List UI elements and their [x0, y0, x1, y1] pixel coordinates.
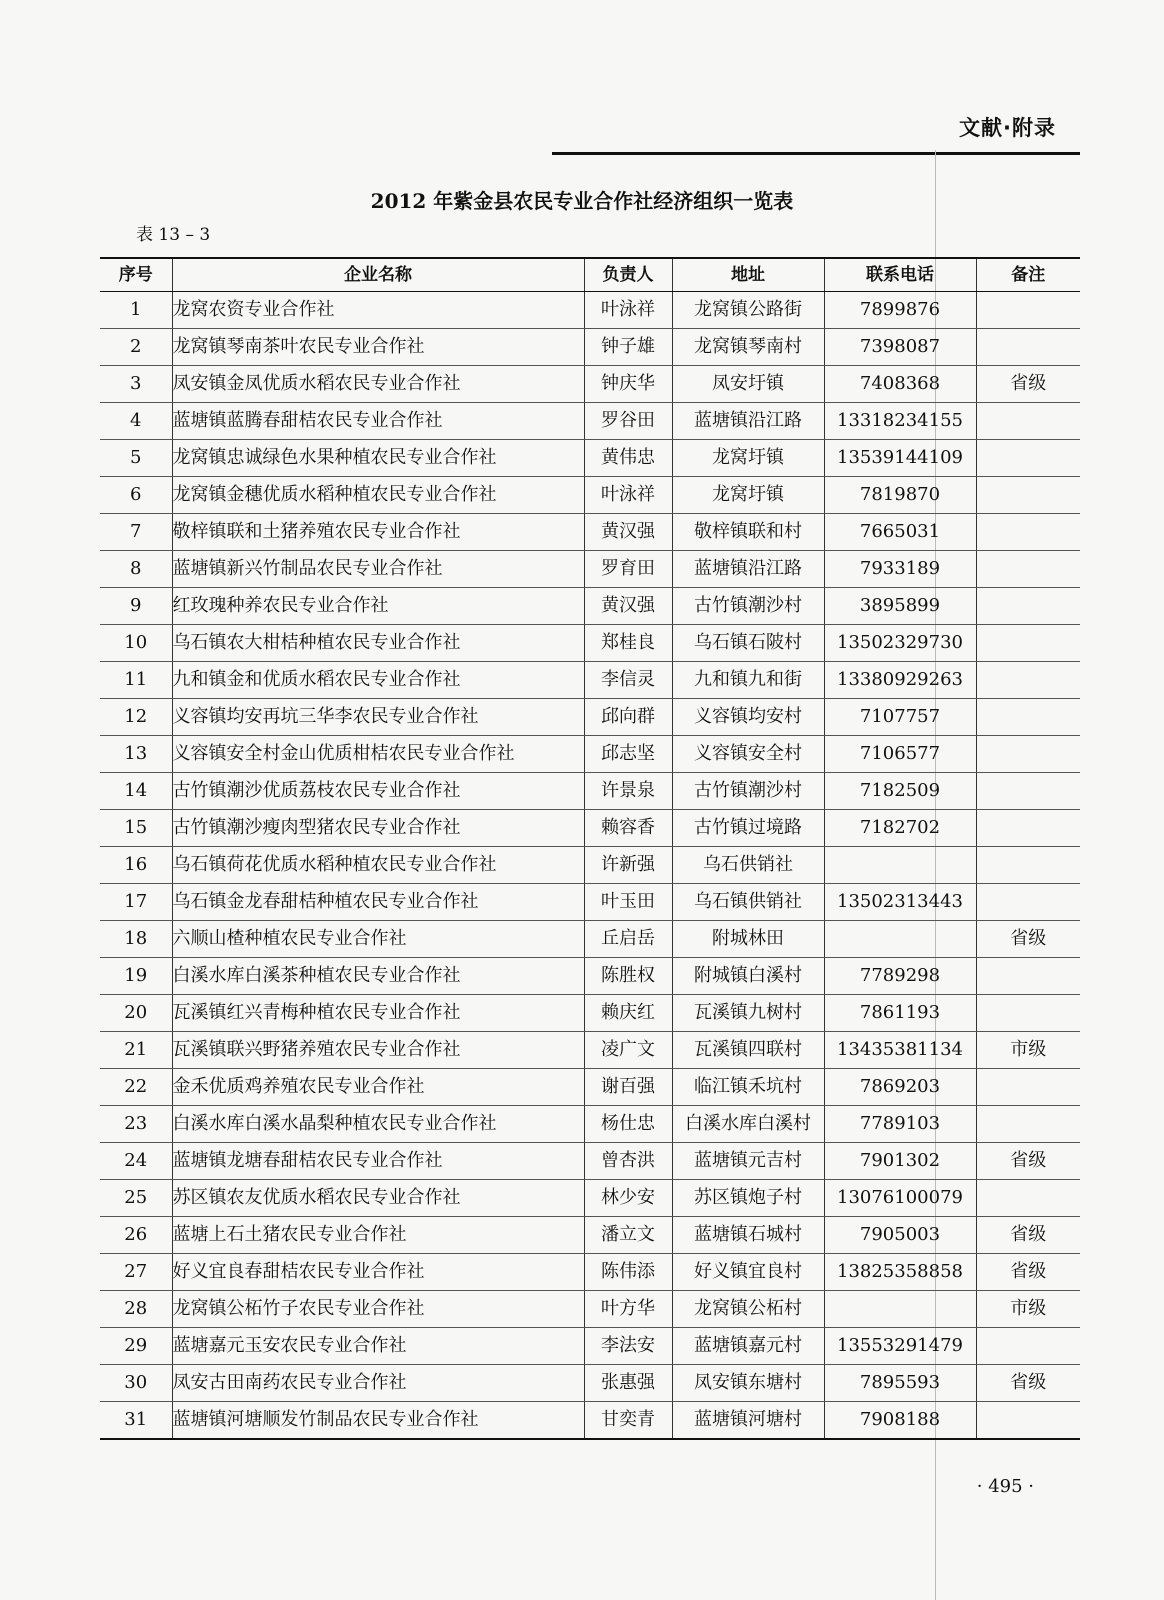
cell-enterprise-name: 蓝塘上石土猪农民专业合作社 [172, 1217, 584, 1254]
cell-enterprise-name: 蓝塘镇蓝腾春甜桔农民专业合作社 [172, 403, 584, 440]
table-row [100, 1365, 1080, 1402]
cell-no: 17 [100, 884, 172, 921]
cell-address: 龙窝圩镇 [672, 477, 824, 514]
cell-note [976, 662, 1080, 699]
table-row [100, 773, 1080, 810]
cell-address: 凤安镇东塘村 [672, 1365, 824, 1402]
cell-address: 蓝塘镇沿江路 [672, 403, 824, 440]
cell-address: 好义镇宜良村 [672, 1254, 824, 1291]
table-row [100, 625, 1080, 662]
cell-enterprise-name: 龙窝镇公柘竹子农民专业合作社 [172, 1291, 584, 1328]
cell-note [976, 588, 1080, 625]
cell-address: 龙窝镇公路街 [672, 292, 824, 329]
table-row [100, 884, 1080, 921]
cell-note: 省级 [976, 1254, 1080, 1291]
cell-phone: 13318234155 [824, 403, 976, 440]
cell-note: 省级 [976, 1143, 1080, 1180]
cell-phone: 7408368 [824, 366, 976, 403]
cell-phone: 13380929263 [824, 662, 976, 699]
column-header-name: 企业名称 [172, 258, 584, 292]
cell-no: 31 [100, 1402, 172, 1440]
table-row [100, 699, 1080, 736]
cell-enterprise-name: 龙窝镇琴南茶叶农民专业合作社 [172, 329, 584, 366]
cell-note [976, 1180, 1080, 1217]
cell-phone: 13502313443 [824, 884, 976, 921]
cell-no: 28 [100, 1291, 172, 1328]
cell-person-in-charge: 邱志坚 [584, 736, 672, 773]
cell-phone: 13825358858 [824, 1254, 976, 1291]
cell-note [976, 736, 1080, 773]
cell-phone: 7899876 [824, 292, 976, 329]
cell-phone: 13435381134 [824, 1032, 976, 1069]
cell-enterprise-name: 义容镇均安再坑三华李农民专业合作社 [172, 699, 584, 736]
table-row [100, 1402, 1080, 1440]
cell-note [976, 329, 1080, 366]
cell-no: 2 [100, 329, 172, 366]
cell-note [976, 773, 1080, 810]
cell-address: 附城林田 [672, 921, 824, 958]
cell-person-in-charge: 叶泳祥 [584, 292, 672, 329]
cell-person-in-charge: 陈胜权 [584, 958, 672, 995]
cell-phone: 7107757 [824, 699, 976, 736]
cell-no: 22 [100, 1069, 172, 1106]
cell-address: 古竹镇潮沙村 [672, 588, 824, 625]
cell-person-in-charge: 曾杏洪 [584, 1143, 672, 1180]
cell-enterprise-name: 红玫瑰种养农民专业合作社 [172, 588, 584, 625]
table-row [100, 958, 1080, 995]
cell-no: 18 [100, 921, 172, 958]
table-row [100, 366, 1080, 403]
cell-enterprise-name: 龙窝农资专业合作社 [172, 292, 584, 329]
cell-enterprise-name: 古竹镇潮沙优质荔枝农民专业合作社 [172, 773, 584, 810]
cell-person-in-charge: 黄汉强 [584, 588, 672, 625]
cell-address: 蓝塘镇嘉元村 [672, 1328, 824, 1365]
cell-note: 省级 [976, 1217, 1080, 1254]
cell-enterprise-name: 义容镇安全村金山优质柑桔农民专业合作社 [172, 736, 584, 773]
cell-note [976, 884, 1080, 921]
cell-no: 20 [100, 995, 172, 1032]
cell-no: 10 [100, 625, 172, 662]
cell-phone: 7908188 [824, 1402, 976, 1440]
cell-note [976, 958, 1080, 995]
cell-address: 苏区镇炮子村 [672, 1180, 824, 1217]
cell-address: 龙窝镇琴南村 [672, 329, 824, 366]
cell-no: 26 [100, 1217, 172, 1254]
cell-phone: 13076100079 [824, 1180, 976, 1217]
table-row [100, 329, 1080, 366]
cell-address: 附城镇白溪村 [672, 958, 824, 995]
cell-person-in-charge: 赖庆红 [584, 995, 672, 1032]
cell-enterprise-name: 蓝塘镇龙塘春甜桔农民专业合作社 [172, 1143, 584, 1180]
cell-person-in-charge: 李信灵 [584, 662, 672, 699]
cell-note [976, 1402, 1080, 1440]
cell-phone: 7789298 [824, 958, 976, 995]
cell-address: 凤安圩镇 [672, 366, 824, 403]
cell-person-in-charge: 陈伟添 [584, 1254, 672, 1291]
cell-enterprise-name: 凤安镇金凤优质水稻农民专业合作社 [172, 366, 584, 403]
table-row [100, 1069, 1080, 1106]
cell-address: 古竹镇潮沙村 [672, 773, 824, 810]
cell-phone: 13553291479 [824, 1328, 976, 1365]
section-header: 文献·附录 [959, 116, 1056, 140]
cell-phone: 7182509 [824, 773, 976, 810]
cell-address: 瓦溪镇九树村 [672, 995, 824, 1032]
page-number: · 495 · [976, 1476, 1034, 1497]
cell-no: 13 [100, 736, 172, 773]
cell-note [976, 625, 1080, 662]
cell-enterprise-name: 蓝塘镇河塘顺发竹制品农民专业合作社 [172, 1402, 584, 1440]
cell-address: 古竹镇过境路 [672, 810, 824, 847]
cell-address: 蓝塘镇沿江路 [672, 551, 824, 588]
cell-no: 29 [100, 1328, 172, 1365]
cell-person-in-charge: 钟子雄 [584, 329, 672, 366]
cell-person-in-charge: 钟庆华 [584, 366, 672, 403]
cell-person-in-charge: 叶方华 [584, 1291, 672, 1328]
table-row [100, 440, 1080, 477]
cell-no: 21 [100, 1032, 172, 1069]
cell-enterprise-name: 瓦溪镇联兴野猪养殖农民专业合作社 [172, 1032, 584, 1069]
cell-note [976, 477, 1080, 514]
cell-note: 市级 [976, 1291, 1080, 1328]
cell-person-in-charge: 丘启岳 [584, 921, 672, 958]
cell-enterprise-name: 凤安古田南药农民专业合作社 [172, 1365, 584, 1402]
cell-person-in-charge: 许新强 [584, 847, 672, 884]
cell-note [976, 551, 1080, 588]
cell-note [976, 440, 1080, 477]
cell-enterprise-name: 乌石镇荷花优质水稻种植农民专业合作社 [172, 847, 584, 884]
cell-no: 3 [100, 366, 172, 403]
cell-phone [824, 847, 976, 884]
cell-enterprise-name: 白溪水库白溪水晶梨种植农民专业合作社 [172, 1106, 584, 1143]
cell-note [976, 514, 1080, 551]
cell-no: 1 [100, 292, 172, 329]
table-row [100, 551, 1080, 588]
cell-no: 16 [100, 847, 172, 884]
cell-no: 12 [100, 699, 172, 736]
table-label: 表 13 – 3 [136, 225, 211, 245]
table-row [100, 514, 1080, 551]
cell-person-in-charge: 甘奕青 [584, 1402, 672, 1440]
table-row [100, 403, 1080, 440]
column-header-no: 序号 [100, 258, 172, 292]
cell-person-in-charge: 赖容香 [584, 810, 672, 847]
cell-phone: 7106577 [824, 736, 976, 773]
cell-phone: 7665031 [824, 514, 976, 551]
cell-person-in-charge: 杨仕忠 [584, 1106, 672, 1143]
cell-enterprise-name: 龙窝镇金穗优质水稻种植农民专业合作社 [172, 477, 584, 514]
table-row [100, 1032, 1080, 1069]
cell-person-in-charge: 潘立文 [584, 1217, 672, 1254]
cell-enterprise-name: 瓦溪镇红兴青梅种植农民专业合作社 [172, 995, 584, 1032]
cell-person-in-charge: 邱向群 [584, 699, 672, 736]
cooperatives-table [100, 257, 1080, 1440]
cell-address: 蓝塘镇石城村 [672, 1217, 824, 1254]
cell-address: 蓝塘镇元吉村 [672, 1143, 824, 1180]
cell-note [976, 292, 1080, 329]
table-row [100, 810, 1080, 847]
cell-address: 九和镇九和街 [672, 662, 824, 699]
cell-enterprise-name: 乌石镇金龙春甜桔种植农民专业合作社 [172, 884, 584, 921]
table-row [100, 1106, 1080, 1143]
cell-person-in-charge: 凌广文 [584, 1032, 672, 1069]
column-header-address: 地址 [672, 258, 824, 292]
cell-address: 蓝塘镇河塘村 [672, 1402, 824, 1440]
table-header-row [100, 258, 1080, 292]
cell-address: 义容镇安全村 [672, 736, 824, 773]
cell-phone [824, 1291, 976, 1328]
table-row [100, 847, 1080, 884]
cell-person-in-charge: 罗谷田 [584, 403, 672, 440]
cell-enterprise-name: 蓝塘嘉元玉安农民专业合作社 [172, 1328, 584, 1365]
cell-person-in-charge: 谢百强 [584, 1069, 672, 1106]
table-row [100, 1291, 1080, 1328]
cell-phone: 3895899 [824, 588, 976, 625]
cell-no: 24 [100, 1143, 172, 1180]
cell-phone: 7789103 [824, 1106, 976, 1143]
table-row [100, 1180, 1080, 1217]
cell-no: 8 [100, 551, 172, 588]
cell-note: 省级 [976, 366, 1080, 403]
cell-address: 义容镇均安村 [672, 699, 824, 736]
cell-phone: 13539144109 [824, 440, 976, 477]
cell-enterprise-name: 乌石镇农大柑桔种植农民专业合作社 [172, 625, 584, 662]
cell-phone: 13502329730 [824, 625, 976, 662]
cell-no: 9 [100, 588, 172, 625]
cell-person-in-charge: 林少安 [584, 1180, 672, 1217]
cell-phone: 7861193 [824, 995, 976, 1032]
cell-note: 市级 [976, 1032, 1080, 1069]
cell-no: 15 [100, 810, 172, 847]
cell-enterprise-name: 六顺山楂种植农民专业合作社 [172, 921, 584, 958]
table-row [100, 588, 1080, 625]
cell-no: 5 [100, 440, 172, 477]
cell-note: 省级 [976, 921, 1080, 958]
cell-person-in-charge: 许景泉 [584, 773, 672, 810]
cell-person-in-charge: 罗育田 [584, 551, 672, 588]
cell-no: 11 [100, 662, 172, 699]
cell-enterprise-name: 白溪水库白溪茶种植农民专业合作社 [172, 958, 584, 995]
cell-person-in-charge: 叶玉田 [584, 884, 672, 921]
cell-phone: 7901302 [824, 1143, 976, 1180]
table-row [100, 292, 1080, 329]
column-header-person: 负责人 [584, 258, 672, 292]
cell-phone: 7869203 [824, 1069, 976, 1106]
cell-no: 27 [100, 1254, 172, 1291]
table-row [100, 662, 1080, 699]
cell-no: 25 [100, 1180, 172, 1217]
cell-note [976, 810, 1080, 847]
table-row [100, 995, 1080, 1032]
cell-enterprise-name: 古竹镇潮沙瘦肉型猪农民专业合作社 [172, 810, 584, 847]
cell-address: 瓦溪镇四联村 [672, 1032, 824, 1069]
header-rule [552, 152, 1080, 155]
cell-note [976, 1069, 1080, 1106]
table-body [100, 292, 1080, 1440]
cell-enterprise-name: 金禾优质鸡养殖农民专业合作社 [172, 1069, 584, 1106]
cell-enterprise-name: 蓝塘镇新兴竹制品农民专业合作社 [172, 551, 584, 588]
cell-no: 14 [100, 773, 172, 810]
cell-phone: 7398087 [824, 329, 976, 366]
cell-no: 23 [100, 1106, 172, 1143]
cell-enterprise-name: 好义宜良春甜桔农民专业合作社 [172, 1254, 584, 1291]
cell-no: 30 [100, 1365, 172, 1402]
cell-note [976, 1106, 1080, 1143]
cell-person-in-charge: 李法安 [584, 1328, 672, 1365]
cell-address: 龙窝镇公柘村 [672, 1291, 824, 1328]
cell-enterprise-name: 龙窝镇忠诚绿色水果种植农民专业合作社 [172, 440, 584, 477]
cell-address: 乌石供销社 [672, 847, 824, 884]
cell-phone: 7895593 [824, 1365, 976, 1402]
cell-address: 敬梓镇联和村 [672, 514, 824, 551]
cell-note [976, 403, 1080, 440]
table-row [100, 477, 1080, 514]
cell-enterprise-name: 九和镇金和优质水稻农民专业合作社 [172, 662, 584, 699]
table-row [100, 1143, 1080, 1180]
table-row [100, 1217, 1080, 1254]
cell-enterprise-name: 苏区镇农友优质水稻农民专业合作社 [172, 1180, 584, 1217]
cell-no: 19 [100, 958, 172, 995]
cell-person-in-charge: 郑桂良 [584, 625, 672, 662]
cell-note [976, 847, 1080, 884]
cell-address: 白溪水库白溪村 [672, 1106, 824, 1143]
table-row [100, 736, 1080, 773]
cell-phone: 7819870 [824, 477, 976, 514]
column-header-phone: 联系电话 [824, 258, 976, 292]
cell-note [976, 995, 1080, 1032]
cell-person-in-charge: 叶泳祥 [584, 477, 672, 514]
table-row [100, 921, 1080, 958]
cell-enterprise-name: 敬梓镇联和土猪养殖农民专业合作社 [172, 514, 584, 551]
cell-note: 省级 [976, 1365, 1080, 1402]
cell-address: 乌石镇石陂村 [672, 625, 824, 662]
cell-person-in-charge: 黄伟忠 [584, 440, 672, 477]
cell-person-in-charge: 张惠强 [584, 1365, 672, 1402]
table-row [100, 1328, 1080, 1365]
cell-address: 龙窝圩镇 [672, 440, 824, 477]
cell-address: 临江镇禾坑村 [672, 1069, 824, 1106]
cell-no: 7 [100, 514, 172, 551]
cell-note [976, 1328, 1080, 1365]
cell-no: 6 [100, 477, 172, 514]
cell-phone [824, 921, 976, 958]
column-header-note: 备注 [976, 258, 1080, 292]
cell-phone: 7933189 [824, 551, 976, 588]
cell-no: 4 [100, 403, 172, 440]
cell-phone: 7905003 [824, 1217, 976, 1254]
cell-person-in-charge: 黄汉强 [584, 514, 672, 551]
document-title: 2012 年紫金县农民专业合作社经济组织一览表 [370, 189, 794, 213]
cell-note [976, 699, 1080, 736]
cell-address: 乌石镇供销社 [672, 884, 824, 921]
cell-phone: 7182702 [824, 810, 976, 847]
table-row [100, 1254, 1080, 1291]
